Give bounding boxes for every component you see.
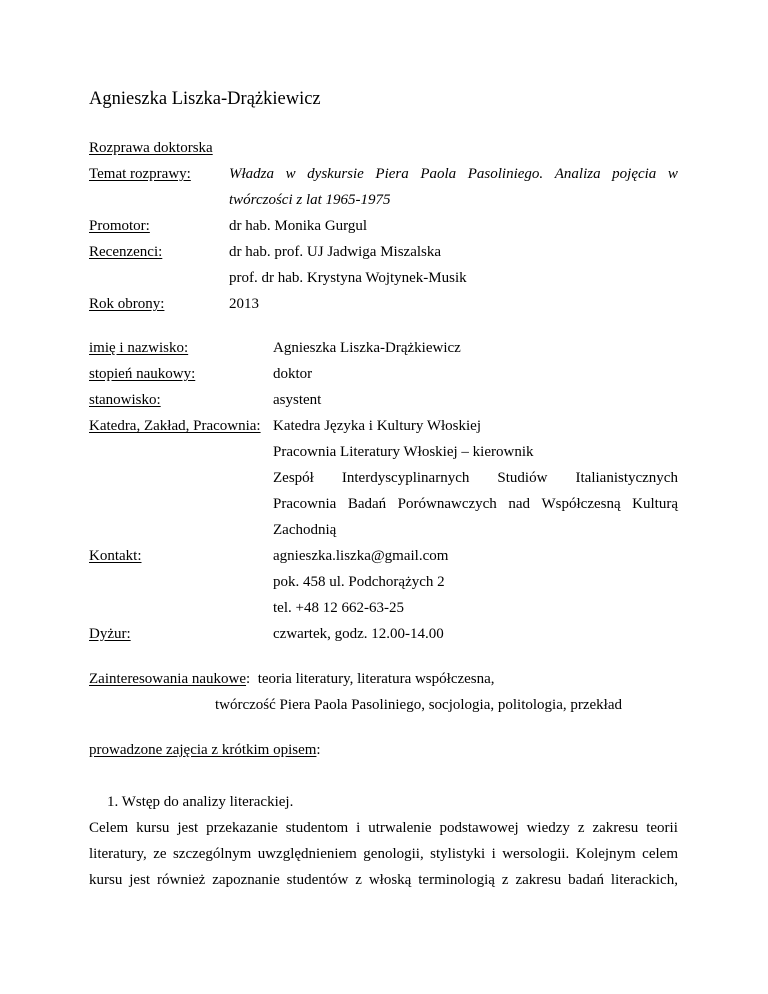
course-1-title: 1. Wstęp do analizy literackiej. [107, 794, 294, 810]
topic-label: Temat rozprawy: [89, 166, 191, 182]
name-value: Agnieszka Liszka-Drążkiewicz [273, 340, 461, 356]
word: Zespół [273, 470, 314, 486]
word: i [356, 820, 361, 836]
word: Interdyscyplinarnych [341, 470, 470, 486]
word: również [157, 872, 206, 888]
word: badań [568, 872, 604, 888]
department-line-2: Pracownia Literatury Włoskiej – kierownik [273, 444, 534, 460]
position-value: asystent [273, 392, 322, 408]
word: Piera [375, 166, 409, 182]
word: Celem [89, 820, 129, 836]
word: pojęcia [612, 166, 657, 182]
word: włoską [368, 872, 412, 888]
promoter-label: Promotor: [89, 218, 150, 234]
defense-year-label: Rok obrony: [89, 296, 165, 312]
position-label: stanowisko: [89, 392, 161, 408]
word: studentów [286, 872, 349, 888]
contact-email[interactable]: agnieszka.liszka@gmail.com [273, 548, 449, 564]
word: Studiów [497, 470, 548, 486]
courses-heading-colon: : [316, 742, 321, 758]
interests-line-2: twórczość Piera Paola Pasoliniego, socjologia, politologia, przekład [215, 697, 622, 713]
word: utrwalenie [368, 820, 432, 836]
word: z [355, 872, 362, 888]
contact-room: pok. 458 ul. Podchorążych 2 [273, 574, 445, 590]
interests-label: Zainteresowania naukowe [89, 671, 247, 687]
promoter-value: dr hab. Monika Gurgul [229, 218, 368, 234]
word: zapoznanie [212, 872, 280, 888]
word: Współczesną [541, 496, 621, 512]
word: kursu [136, 820, 170, 836]
word: Badań [347, 496, 387, 512]
course-1-desc-line-2 [89, 847, 678, 862]
contact-phone: tel. +48 12 662-63-25 [273, 600, 404, 616]
word: stylistyki [430, 846, 486, 862]
word: podstawowej [439, 820, 519, 836]
word: w [667, 166, 678, 182]
word: Władza [229, 166, 274, 182]
word: szczególnym [172, 846, 252, 862]
word: Kolejnym [575, 846, 636, 862]
word: i [491, 846, 496, 862]
word: z [501, 872, 509, 888]
word: literackich, [610, 872, 678, 888]
topic-line-2: twórczości z lat 1965-1975 [229, 192, 391, 208]
word: nad [508, 496, 530, 512]
word: w [285, 166, 296, 182]
word: kursu [89, 872, 123, 888]
reviewers-label: Recenzenci: [89, 244, 163, 260]
word: z [577, 820, 585, 836]
word: zakresu [515, 872, 562, 888]
course-1-desc-line-3 [89, 873, 678, 888]
author-name: Agnieszka Liszka-Drążkiewicz [89, 89, 321, 109]
course-1-desc-line-1 [89, 821, 678, 836]
word: Pracownia [273, 496, 337, 512]
reviewer-1: dr hab. prof. UJ Jadwiga Miszalska [229, 244, 442, 260]
word: ze [153, 846, 167, 862]
word: uwzględnieniem [257, 846, 357, 862]
interests-line-1 [89, 672, 495, 687]
word: Kulturą [632, 496, 678, 512]
department-line-1: Katedra Języka i Kultury Włoskiej [273, 418, 481, 434]
word: literatury, [89, 846, 147, 862]
word: wersologii. [502, 846, 570, 862]
courses-heading: prowadzone zajęcia z krótkim opisem [89, 742, 317, 758]
word: zakresu [592, 820, 639, 836]
topic-line-1 [229, 167, 678, 182]
department-line-5: Zachodnią [273, 522, 337, 538]
word: wiedzy [526, 820, 570, 836]
department-label: Katedra, Zakład, Pracownia: [89, 418, 261, 434]
word: teorii [646, 820, 678, 836]
department-line-3 [273, 471, 678, 486]
reviewer-2: prof. dr hab. Krystyna Wojtynek-Musik [229, 270, 467, 286]
word: terminologią [418, 872, 495, 888]
word: dyskursie [307, 166, 364, 182]
word: Italianistycznych [575, 470, 678, 486]
defense-year-value: 2013 [229, 296, 259, 312]
word: celem [642, 846, 678, 862]
word: Porównawczych [397, 496, 497, 512]
interests-text-1: : teoria literatury, literatura współczesna, [246, 671, 495, 687]
duty-value: czwartek, godz. 12.00-14.00 [273, 626, 444, 642]
word: studentom [285, 820, 349, 836]
contact-label: Kontakt: [89, 548, 142, 564]
word: jest [177, 820, 199, 836]
word: Analiza [554, 166, 601, 182]
degree-label: stopień naukowy: [89, 366, 196, 382]
name-label: imię i nazwisko: [89, 340, 189, 356]
courses-heading-line [89, 743, 321, 758]
word: jest [129, 872, 151, 888]
department-line-4 [273, 497, 678, 512]
thesis-heading: Rozprawa doktorska [89, 140, 213, 156]
degree-value: doktor [273, 366, 313, 382]
duty-label: Dyżur: [89, 626, 131, 642]
word: genologii, [363, 846, 424, 862]
word: Pasoliniego. [467, 166, 544, 182]
word: przekazanie [206, 820, 278, 836]
word: Paola [420, 166, 457, 182]
